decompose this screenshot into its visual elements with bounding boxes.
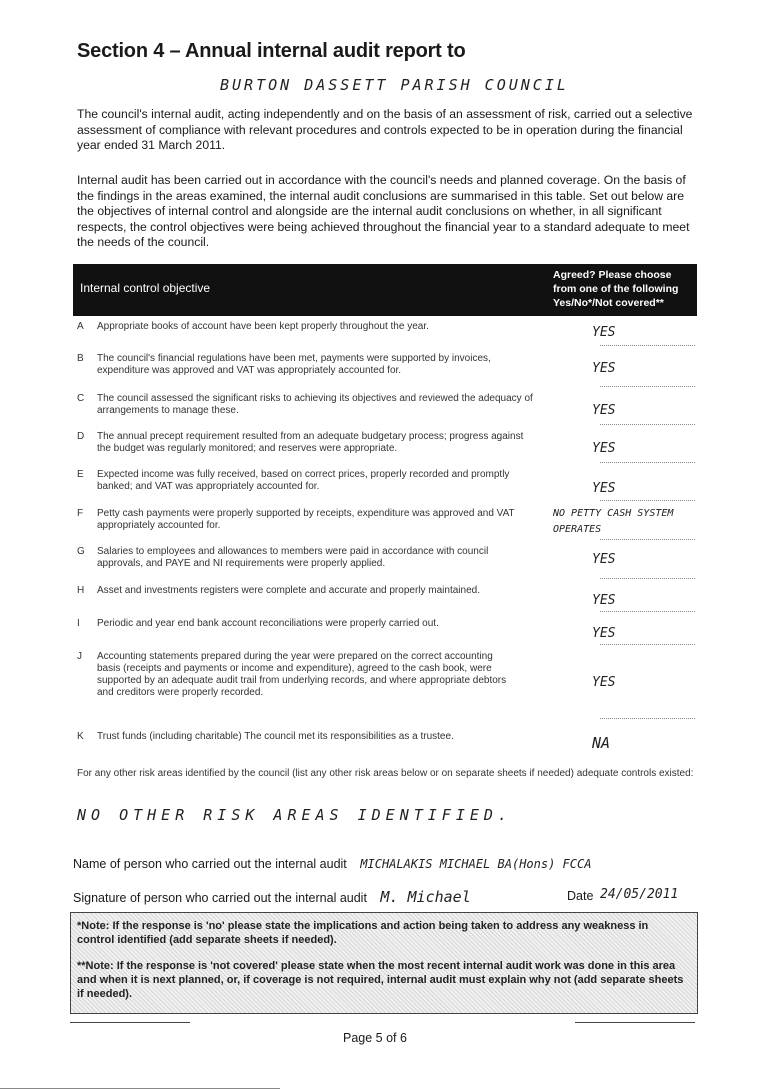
row-divider (600, 462, 695, 463)
row-divider (600, 345, 695, 346)
row-letter: D (77, 431, 85, 442)
row-divider (600, 578, 695, 579)
row-objective: Appropriate books of account have been kept properly throughout the year. (97, 321, 429, 332)
row-divider (600, 500, 695, 501)
row-answer: YES (592, 675, 616, 690)
row-answer: YES (592, 626, 616, 641)
row-objective: The council's financial regulations have been met, payments were supported by invoices, expenditure was approved and VAT was appropriately accounted for. (97, 353, 491, 376)
row-answer: YES (592, 325, 616, 340)
row-answer: YES (592, 441, 616, 456)
date-label: Date (567, 889, 594, 903)
row-letter: E (77, 469, 84, 480)
table-header (73, 264, 697, 316)
row-letter: J (77, 651, 82, 662)
council-name-handwritten: BURTON DASSETT PARISH COUNCIL (220, 76, 569, 94)
row-letter: H (77, 585, 85, 596)
row-answer: YES (592, 593, 616, 608)
row-objective: Asset and investments registers were complete and accurate and properly maintained. (97, 585, 480, 596)
footer-rule-right (575, 1022, 695, 1023)
row-answer: YES (592, 552, 616, 567)
auditor-signature: M. Michael (380, 888, 471, 906)
row-letter: B (77, 353, 84, 364)
column-header-objective: Internal control objective (80, 281, 211, 295)
row-divider (600, 539, 695, 540)
row-letter: F (77, 508, 84, 519)
row-answer: NO PETTY CASH SYSTEM OPERATES (553, 508, 674, 535)
row-objective: Trust funds (including charitable) The council met its responsibilities as a trustee. (97, 731, 454, 742)
note-no: *Note: If the response is 'no' please state the implications and action being taken to address any weakness in control identified (add separate sheets if needed). (77, 920, 649, 946)
row-objective: Accounting statements prepared during the year were prepared on the correct accounting basis (receipts and payments or income and expenditure), agreed to the cash book, were supported by an adequate audit trail from underlying records, and where appropriate debtors and creditors were properly recorded. (97, 651, 507, 698)
signature-line (73, 888, 471, 906)
date-value: 24/05/2011 (600, 887, 679, 902)
row-objective: Expected income was fully received, based on correct prices, properly recorded and promptly banked; and VAT was appropriately accounted for. (97, 469, 510, 492)
row-answer: YES (592, 481, 616, 496)
column-header-agreed: Agreed? Please choose from one of the following Yes/No*/Not covered** (553, 269, 679, 309)
row-divider (600, 644, 695, 645)
row-answer: NA (592, 734, 611, 752)
other-risks-answer: NO OTHER RISK AREAS IDENTIFIED. (77, 806, 512, 824)
row-letter: K (77, 731, 84, 742)
intro-paragraph: The council's internal audit, acting independently and on the basis of an assessment of risk, carried out a selective assessment of compliance with relevant procedures and controls expected to be in operation during the financial year ended 31 March 2011. (77, 107, 693, 153)
row-letter: I (77, 618, 80, 629)
row-divider (600, 386, 695, 387)
row-answer: YES (592, 403, 616, 418)
row-divider (600, 424, 695, 425)
row-letter: A (77, 321, 84, 332)
other-risks-text: For any other risk areas identified by the council (list any other risk areas below or on separate sheets if needed) adequate controls existed: (77, 768, 694, 779)
row-objective: The council assessed the significant risks to achieving its objectives and reviewed the adequacy of arrangements to manage these. (97, 393, 533, 416)
row-objective: Periodic and year end bank account reconciliations were properly carried out. (97, 618, 439, 629)
section-title: Section 4 – Annual internal audit report to (77, 40, 466, 62)
row-divider (600, 718, 695, 719)
note-not-covered: **Note: If the response is 'not covered' please state when the most recent internal audit work was done in this area and when it is next planned, or, if coverage is not required, internal audit must explain why not (add separate sheets if needed). (77, 960, 684, 1000)
footer-rule-left (70, 1022, 190, 1023)
row-objective: Petty cash payments were properly supported by receipts, expenditure was approved and VAT appropriately accounted for. (97, 508, 515, 531)
auditor-name-label: Name of person who carried out the internal audit (73, 857, 347, 871)
auditor-name-line (73, 857, 591, 871)
row-objective: Salaries to employees and allowances to members were paid in accordance with council approvals, and PAYE and NI requirements were properly applied. (97, 546, 489, 569)
row-letter: G (77, 546, 85, 557)
bottom-rule (0, 1088, 280, 1089)
row-objective: The annual precept requirement resulted from an adequate budgetary process; progress against the budget was regularly monitored; and reserves were appropriate. (97, 431, 524, 454)
notes-box (70, 912, 698, 1014)
scope-paragraph: Internal audit has been carried out in accordance with the council's needs and planned coverage. On the basis of the findings in the areas examined, the internal audit conclusions are summarised in this table. Set out below are the objectives of internal control and alongside are the internal audit conclusions on whether, in all significant respects, the control objectives were being achieved throughout the financial year to a standard adequate to meet the needs of the council. (77, 173, 690, 250)
row-divider (600, 611, 695, 612)
row-answer: YES (592, 361, 616, 376)
signature-label: Signature of person who carried out the internal audit (73, 891, 367, 905)
row-letter: C (77, 393, 85, 404)
auditor-name: MICHALAKIS MICHAEL BA(Hons) FCCA (360, 857, 592, 871)
page-number: Page 5 of 6 (343, 1031, 407, 1045)
